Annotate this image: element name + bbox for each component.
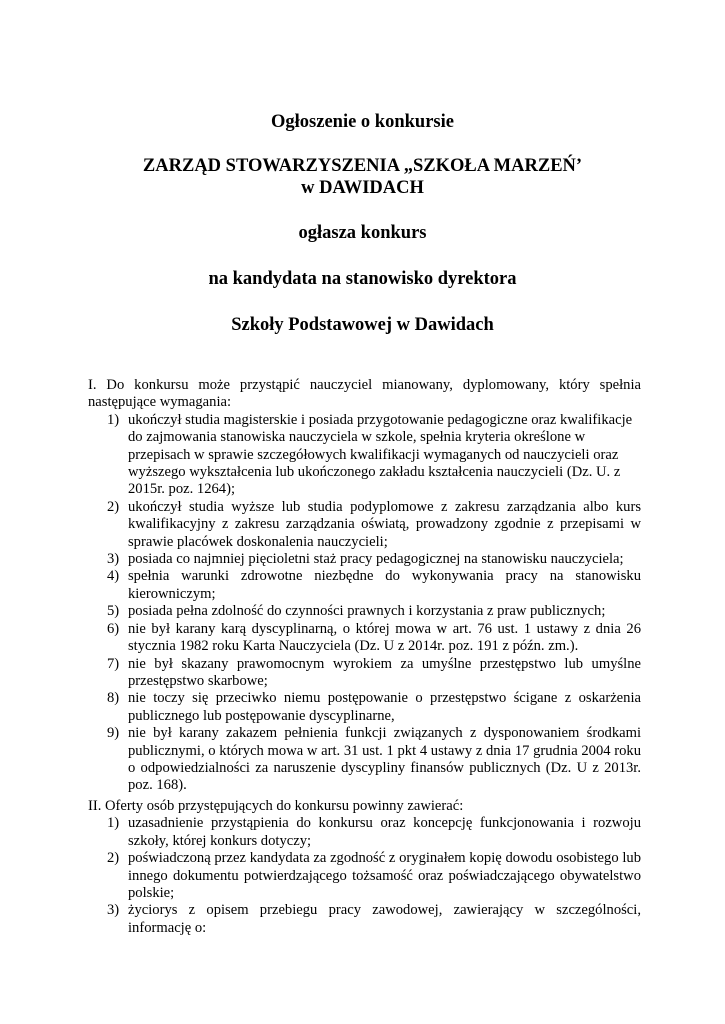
list-item: 3) posiada co najmniej pięcioletni staż pracy pedagogicznej na stanowisku nauczyciela;: [107, 551, 624, 568]
section-2-intro: II. Oferty osób przystępujących do konkursu powinny zawierać:: [88, 798, 464, 814]
requirements-list: [88, 412, 641, 795]
list-item: 4) spełnia warunki zdrowotne niezbędne do wykonywania pracy na stanowisku kierowniczym;: [107, 568, 641, 602]
position-heading: na kandydata na stanowisko dyrektora: [208, 269, 517, 289]
list-item: 8) nie toczy się przeciwko niemu postępowanie o przestępstwo ścigane z oskarżenia publicznego lub postępowanie dyscyplinarne,: [107, 690, 641, 724]
section-1-intro: I. Do konkursu może przystąpić nauczyciel mianowany, dyplomowany, który spełnia następujące wymagania:: [88, 377, 641, 411]
offer-contents-list: [88, 815, 641, 937]
section-1: [88, 377, 641, 795]
board-name-line2: w DAWIDACH: [301, 178, 424, 198]
list-item: 2) poświadczoną przez kandydata za zgodność z oryginałem kopię dowodu osobistego lub innego dokumentu potwierdzającego tożsamość oraz poświadczającego obywatelstwo polskie;: [107, 850, 641, 902]
list-item: 6) nie był karany karą dyscyplinarną, o której mowa w art. 76 ust. 1 ustawy z dnia 26 stycznia 1982 roku Karta Nauczyciela (Dz. U z 2014r. poz. 191 z późn. zm.).: [107, 620, 641, 655]
section-2: [88, 798, 641, 937]
announces-heading: ogłasza konkurs: [298, 223, 427, 243]
list-item: 2) ukończył studia wyższe lub studia podyplomowe z zakresu zarządzania albo kurs kwalifikacyjny z zakresu zarządzania oświatą, prowadzony zgodnie z przepisami w sprawie placówek doskonalenia nauczycieli;: [107, 498, 641, 550]
list-item: 5) posiada pełna zdolność do czynności prawnych i korzystania z praw publicznych;: [107, 603, 606, 620]
school-heading: Szkoły Podstawowej w Dawidach: [231, 315, 494, 335]
list-item: 1) ukończył studia magisterskie i posiada przygotowanie pedagogiczne oraz kwalifikacje do zajmowania stanowiska nauczyciela w szkole, spełnia kryteria określone w przepisach w sprawie szczegółowych kwalifikacji wymaganych od nauczycieli oraz wyższego wykształcenia lub ukończonego zakładu kształcenia nauczycieli (Dz. U. z 2015r. poz. 1264);: [107, 411, 633, 498]
list-item: 9) nie był karany zakazem pełnienia funkcji związanych z dysponowaniem środkami publicznymi, o których mowa w art. 31 ust. 1 pkt 4 ustawy z dnia 17 grudnia 2004 roku o odpowiedzialności za naruszenie dyscypliny finansów publicznych (Dz. U z 2013r. poz. 168).: [107, 725, 641, 794]
list-item: 7) nie był skazany prawomocnym wyrokiem za umyślne przestępstwo lub umyślne przestępstwo skarbowe;: [107, 655, 641, 689]
list-item: 1) uzasadnienie przystąpienia do konkursu oraz koncepcję funkcjonowania i rozwoju szkoły, której konkurs dotyczy;: [107, 815, 641, 849]
announcement-title: Ogłoszenie o konkursie: [271, 112, 454, 132]
list-item: 3) życiorys z opisem przebiegu pracy zawodowej, zawierający w szczególności, informację o:: [107, 902, 641, 936]
board-name-line1: ZARZĄD STOWARZYSZENIA „SZKOŁA MARZEŃ’: [142, 156, 583, 176]
